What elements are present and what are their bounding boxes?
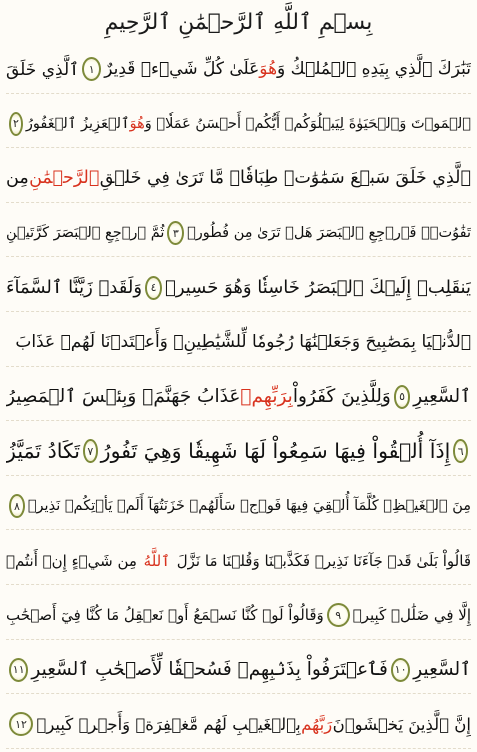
verse-text: ٱلۡعَزِيزُ ٱلۡغَفُورُ [25, 115, 130, 132]
ayah-number-marker: ٨ [9, 494, 25, 518]
verse-text: مِن شَيۡءٍ إِنۡ أَنتُمۡ [6, 551, 137, 570]
verse-text: ٱلۡمَوۡتَ وَٱلۡحَيَوٰةَ لِيَبۡلُوَكُمۡ أَيُّكُمۡ أَحۡسَنُ عَمَلٗاۚ وَ [144, 115, 471, 132]
verse-text: مِنَ ٱلۡغَيۡظِۖ كُلَّمَآ أُلۡقِيَ فِيهَا فَوۡجٞ سَأَلَهُمۡ خَزَنَتُهَآ أَلَمۡ يَأۡتِكُمۡ نَذِيرٞ [27, 498, 471, 515]
verse-text: إِذَآ أُلۡقُواْ فِيهَا سَمِعُواْ لَهَا شَهِيقٗا وَهِيَ تَفُورُ [100, 439, 451, 464]
highlighted-word: هُوَ [129, 115, 145, 132]
verse-text: وَلَقَدۡ زَيَّنَّا ٱلسَّمَآءَ [6, 277, 143, 299]
verse-text: ٱلسَّعِيرِ [413, 659, 471, 681]
highlighted-word: هُوَ [259, 59, 278, 80]
basmala-header: بِسۡمِ ٱللَّهِ ٱلرَّحۡمَٰنِ ٱلرَّحِيمِ [104, 10, 373, 35]
verse-text: تَبَٰرَكَ ٱلَّذِي بِيَدِهِ ٱلۡمُلۡكُ وَ [277, 59, 471, 80]
verse-text: تَفَٰوُتٖۖ فَٱرۡجِعِ ٱلۡبَصَرَ هَلۡ تَرَىٰ مِن فُطُورٖ [187, 225, 471, 242]
verse-text: ٱلدُّنۡيَا بِمَصَٰبِيحَ وَجَعَلۡنَٰهَا رُجُومٗا لِّلشَّيَٰطِينِۖ وَأَعۡتَدۡنَا لَهُمۡ عَذَابَ [15, 332, 471, 353]
ayah-number-marker: ٥ [394, 385, 411, 409]
verse-line [6, 479, 471, 534]
ayah-number-marker: ٧ [83, 439, 98, 463]
verse-text: عَلَىٰ كُلِّ شَيۡءٖ قَدِيرٌ [104, 59, 260, 80]
ayah-number-marker: ٢ [9, 112, 23, 136]
verse-line [6, 643, 471, 698]
verse-lines [6, 42, 471, 752]
verse-text: ٱلسَّعِيرِ [413, 386, 471, 408]
verse-text: قَالُواْ بَلَىٰ قَدۡ جَآءَنَا نَذِيرٞ فَكَذَّبۡنَا وَقُلۡنَا مَا نَزَّلَ [176, 551, 471, 570]
verse-text: ٱلَّذِي خَلَقَ [6, 59, 80, 80]
ayah-number-marker: ١ [82, 57, 101, 81]
verse-text: وَلِلَّذِينَ كَفَرُواْ [292, 386, 391, 408]
verse-text: تَكَادُ تَمَيَّزُ [6, 439, 80, 464]
ayah-number-marker: ٦ [453, 439, 468, 463]
verse-line [6, 697, 471, 752]
verse-line [6, 42, 471, 97]
ayah-number-marker: ١١ [9, 658, 28, 682]
verse-text: ثُمَّ ٱرۡجِعِ ٱلۡبَصَرَ كَرَّتَيۡنِ [6, 225, 165, 242]
ayah-number-marker: ١٠ [391, 658, 410, 682]
verse-line [6, 370, 471, 425]
verse-text: مِن [6, 168, 29, 189]
verse-text: يَنقَلِبۡ إِلَيۡكَ ٱلۡبَصَرُ خَاسِئٗا وَهُوَ حَسِيرٞ [165, 277, 471, 299]
verse-line [6, 588, 471, 643]
highlighted-word: ٱللَّهُ [143, 551, 171, 570]
verse-line [6, 97, 471, 152]
verse-text: ٱلَّذِي خَلَقَ سَبۡعَ سَمَٰوَٰتٖ طِبَاقٗاۖ مَّا تَرَىٰ فِي خَلۡقِ [99, 168, 471, 189]
verse-line [6, 260, 471, 315]
ayah-number-marker: ١٢ [9, 712, 33, 736]
verse-text: وَقَالُواْ لَوۡ كُنَّا نَسۡمَعُ أَوۡ نَعۡقِلُ مَا كُنَّا فِيٓ أَصۡحَٰبِ [6, 606, 324, 625]
highlighted-word: بِرَبِّهِمۡ [240, 386, 293, 408]
verse-text: فَٱعۡتَرَفُواْ بِذَنۢبِهِمۡ فَسُحۡقٗا لِّأَصۡحَٰبِ ٱلسَّعِيرِ [31, 659, 388, 681]
verse-text: إِنَّ ٱلَّذِينَ يَخۡشَوۡنَ [332, 714, 471, 734]
highlighted-word: رَبَّهُم [301, 714, 333, 734]
verse-text: بِٱلۡغَيۡبِ لَهُم مَّغۡفِرَةٞ وَأَجۡرٞ كَبِيرٞ [36, 714, 301, 734]
verse-line [6, 424, 471, 479]
verse-line [6, 151, 471, 206]
verse-line [6, 206, 471, 261]
highlighted-word: ٱلرَّحۡمَٰنِ [29, 168, 100, 189]
verse-text: إِلَّا فِي ضَلَٰلٖ كَبِيرٖ [352, 606, 471, 625]
verse-line [6, 315, 471, 370]
ayah-number-marker: ٣ [167, 221, 184, 245]
ayah-number-marker: ٩ [327, 603, 350, 627]
ayah-number-marker: ٤ [145, 276, 162, 300]
verse-text: عَذَابُ جَهَنَّمَۖ وَبِئۡسَ ٱلۡمَصِيرُ [6, 386, 241, 408]
verse-line [6, 533, 471, 588]
